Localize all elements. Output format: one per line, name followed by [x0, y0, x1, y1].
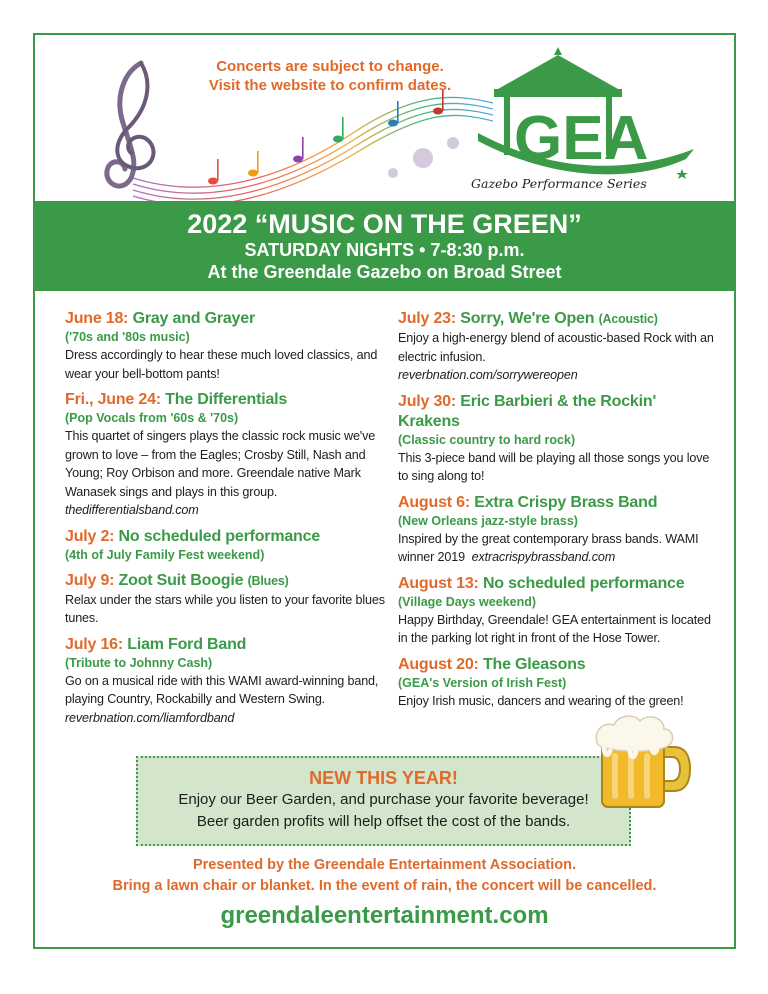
event-genre-tag: (Blues)	[247, 573, 289, 588]
event-description: Enjoy Irish music, dancers and wearing of the green!	[398, 693, 684, 708]
event-description: Happy Birthday, Greendale! GEA entertainment is located in the parking lot right in front of the Hose Tower.	[398, 612, 711, 645]
flyer-footer	[35, 855, 734, 933]
event-genre: (New Orleans jazz-style brass)	[398, 513, 578, 528]
event-website-link[interactable]: extracrispybrassband.com	[471, 550, 616, 564]
event-website-link[interactable]: reverbnation.com/liamfordband	[65, 710, 235, 725]
event-date: July 2:	[65, 527, 115, 545]
event-description	[398, 530, 718, 567]
treble-clef-icon	[107, 63, 154, 186]
event-genre: (4th of July Family Fest weekend)	[65, 547, 265, 562]
event-title	[398, 574, 718, 594]
event-name: Eric Barbieri & the Rockin' Krakens	[398, 392, 657, 430]
event-title	[65, 635, 385, 655]
logo-tagline: Gazebo Performance Series	[471, 176, 647, 191]
event-name: Zoot Suit Boogie	[118, 571, 244, 589]
schedule-line: SATURDAY NIGHTS • 7-8:30 p.m.	[244, 240, 525, 260]
callout-title: NEW THIS YEAR!	[309, 768, 458, 788]
event-genre: (Tribute to Johnny Cash)	[65, 655, 213, 670]
beer-garden-callout	[136, 756, 631, 846]
series-title: 2022 “MUSIC ON THE GREEN”	[187, 209, 582, 239]
event-name: No scheduled performance	[118, 527, 321, 545]
event-date: July 30:	[398, 392, 456, 410]
callout-line2: Beer garden profits will help offset the cost of the bands.	[196, 813, 571, 830]
event-date: July 16:	[65, 635, 123, 653]
event-description: Relax under the stars while you listen to your favorite blues tunes.	[65, 592, 385, 625]
event-title	[65, 390, 385, 410]
event-genre-tag: (Acoustic)	[598, 312, 658, 326]
beer-mug-icon	[590, 713, 700, 813]
event-name: The Gleasons	[482, 655, 586, 673]
change-notice-line2: Visit the website to confirm dates.	[208, 77, 452, 94]
event-july-2	[65, 527, 385, 564]
change-notice	[185, 57, 475, 95]
title-banner	[35, 201, 734, 291]
event-description: Go on a musical ride with this WAMI award-winning band, playing Country, Rockabilly and Western Swing.	[65, 673, 379, 706]
event-name: Extra Crispy Brass Band	[474, 493, 658, 511]
location-line: At the Greendale Gazebo on Broad Street	[207, 262, 562, 282]
event-title	[398, 493, 718, 513]
event-july-9	[65, 571, 385, 628]
event-genre: (GEA's Version of Irish Fest)	[398, 675, 567, 690]
event-title	[65, 527, 385, 547]
concert-list-left	[65, 309, 385, 734]
gea-logo-letters: GEA	[514, 104, 649, 173]
event-august-13	[398, 574, 718, 648]
event-description: Dress accordingly to hear these much loved classics, and wear your bell-bottom pants!	[65, 348, 378, 381]
event-july-23	[398, 309, 718, 385]
event-genre: (Pop Vocals from '60s & '70s)	[65, 411, 239, 425]
event-july-16	[65, 635, 385, 728]
flyer-frame	[33, 33, 736, 949]
event-description-text: Inspired by the great contemporary brass bands. WAMI winner 2019	[398, 531, 699, 564]
gazebo-logo-icon	[458, 41, 698, 181]
event-name: Gray and Grayer	[132, 310, 255, 327]
event-website-link[interactable]: reverbnation.com/sorrywereopen	[398, 368, 578, 382]
event-description: This 3-piece band will be playing all those songs you love to sing along to!	[398, 450, 710, 483]
event-june-24	[65, 390, 385, 520]
event-title	[398, 309, 718, 329]
flyer-header	[35, 35, 734, 201]
event-date: Fri., June 24:	[65, 391, 161, 408]
concert-list-right	[398, 309, 718, 717]
event-genre: (Classic country to hard rock)	[398, 432, 576, 447]
event-july-30	[398, 392, 718, 486]
event-title	[398, 655, 718, 675]
event-name: The Differentials	[165, 391, 288, 408]
event-date: June 18:	[65, 310, 129, 327]
event-name: Sorry, We're Open	[460, 310, 595, 327]
change-notice-line1: Concerts are subject to change.	[216, 58, 444, 75]
event-date: July 9:	[65, 571, 115, 589]
event-title	[398, 392, 718, 432]
event-august-20	[398, 655, 718, 711]
presenter-line: Presented by the Greendale Entertainment Association.	[192, 857, 576, 873]
event-title	[65, 309, 385, 329]
star-icon	[676, 169, 688, 179]
event-date: August 20:	[398, 655, 479, 673]
rain-policy-line: Bring a lawn chair or blanket. In the event of rain, the concert will be cancelled.	[112, 878, 657, 894]
event-june-18	[65, 309, 385, 383]
event-genre: ('70s and '80s music)	[65, 330, 190, 344]
website-link[interactable]: greendaleentertainment.com	[220, 902, 549, 929]
event-date: August 13:	[398, 574, 479, 592]
event-genre: (Village Days weekend)	[398, 594, 537, 609]
callout-line1: Enjoy our Beer Garden, and purchase your favorite beverage!	[178, 791, 589, 808]
event-website-link[interactable]: thedifferentialsband.com	[65, 503, 199, 517]
event-name: No scheduled performance	[482, 574, 685, 592]
event-description: This quartet of singers plays the classic rock music we've grown to love – from the Eagles; Crosby Still, Nash and Young; Roy Orbison and more. Greendale native Mark Wanasek sings and plays in this group.	[65, 429, 376, 499]
event-august-6	[398, 493, 718, 567]
event-title	[65, 571, 385, 591]
event-name: Liam Ford Band	[127, 635, 247, 653]
event-date: August 6:	[398, 493, 470, 511]
event-description: Enjoy a high-energy blend of acoustic-based Rock with an electric infusion.	[398, 331, 714, 364]
event-date: July 23:	[398, 310, 456, 327]
